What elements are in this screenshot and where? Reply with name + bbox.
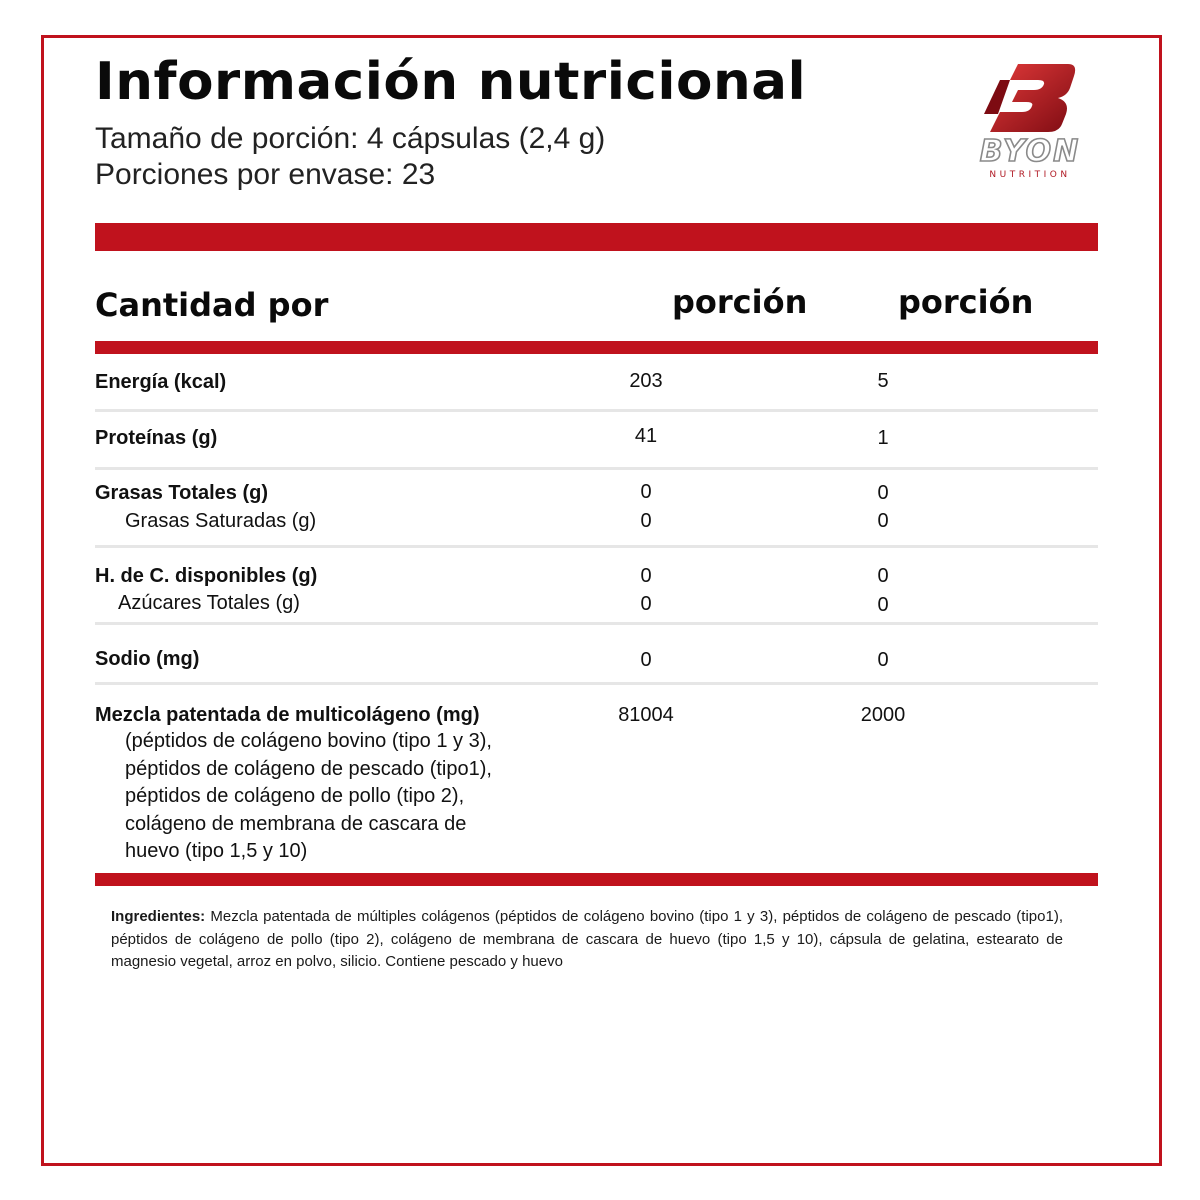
row-value-saturated-fat-col1: 0 — [640, 510, 652, 532]
row-label-energy: Energía (kcal) — [95, 371, 227, 393]
row-label-total-fat: Grasas Totales (g) — [95, 482, 269, 504]
row-value-protein-col2: 1 — [877, 427, 889, 449]
row-value-saturated-fat-col2: 0 — [877, 510, 889, 532]
table-header-divider — [95, 341, 1098, 354]
brand-wordmark: BYON — [979, 134, 1081, 169]
row-separator — [95, 682, 1098, 685]
row-label-sodium: Sodio (mg) — [95, 648, 200, 670]
table-header-label: Cantidad por — [95, 286, 329, 324]
collagen-blend-detail-line: (péptidos de colágeno bovino (tipo 1 y 3), — [125, 730, 492, 752]
page-title: Información nutricional — [95, 52, 807, 112]
row-value-total-sugars-col2: 0 — [877, 594, 889, 616]
row-value-collagen-blend-col1: 81004 — [618, 704, 674, 726]
row-separator — [95, 545, 1098, 548]
row-label-protein: Proteínas (g) — [95, 427, 218, 449]
table-header-col2: porción — [898, 283, 1034, 321]
collagen-blend-detail-line: colágeno de membrana de cascara de — [125, 812, 467, 835]
row-value-collagen-blend-col2: 2000 — [860, 704, 906, 726]
header-divider — [95, 223, 1098, 251]
collagen-blend-details — [125, 728, 492, 866]
serving-size: Tamaño de porción: 4 cápsulas (2,4 g) — [95, 122, 606, 155]
table-header-col1: porción — [672, 283, 808, 321]
row-label-collagen-blend: Mezcla patentada de multicolágeno (mg) — [95, 704, 480, 726]
ingredients-text — [111, 906, 1063, 974]
row-value-total-sugars-col1: 0 — [640, 593, 652, 615]
collagen-blend-detail-line: huevo (tipo 1,5 y 10) — [125, 840, 308, 862]
row-value-sodium-col1: 0 — [640, 649, 652, 671]
row-value-energy-col2: 5 — [877, 370, 889, 392]
b-monogram-logo-icon — [960, 58, 1100, 183]
row-label-total-sugars: Azúcares Totales (g) — [118, 592, 300, 614]
row-label-carbs: H. de C. disponibles (g) — [95, 565, 318, 587]
ingredients-label: Ingredientes: — [111, 908, 206, 925]
row-value-energy-col1: 203 — [629, 370, 663, 392]
row-value-sodium-col2: 0 — [877, 649, 889, 671]
row-separator — [95, 467, 1098, 470]
collagen-blend-detail-line: péptidos de colágeno de pescado (tipo1), — [125, 757, 492, 780]
collagen-blend-detail-line: péptidos de colágeno de pollo (tipo 2), — [125, 785, 465, 807]
ingredients-list: Mezcla patentada de múltiples colágenos (péptidos de colágeno bovino (tipo 1 y 3), péptidos de colágeno de pescado (tipo1), péptidos de colágeno de pollo (tipo 2), colágeno de membrana de cascara de huevo (tipo 1,5 y 10), cápsula de gelatina, estearato de magnesio vegetal, arroz en polvo, silicio. Contiene pescado y huevo — [111, 908, 1063, 970]
row-label-saturated-fat: Grasas Saturadas (g) — [125, 510, 317, 532]
brand-tagline: NUTRITION — [989, 170, 1071, 180]
table-footer-divider — [95, 873, 1098, 886]
row-separator — [95, 622, 1098, 625]
row-value-total-fat-col2: 0 — [877, 482, 889, 504]
row-value-carbs-col1: 0 — [640, 565, 652, 587]
row-value-total-fat-col1: 0 — [640, 481, 652, 503]
row-value-protein-col1: 41 — [634, 425, 658, 447]
brand-logo — [960, 58, 1100, 183]
row-value-carbs-col2: 0 — [877, 565, 889, 587]
row-separator — [95, 409, 1098, 412]
servings-per-container: Porciones por envase: 23 — [95, 158, 436, 191]
